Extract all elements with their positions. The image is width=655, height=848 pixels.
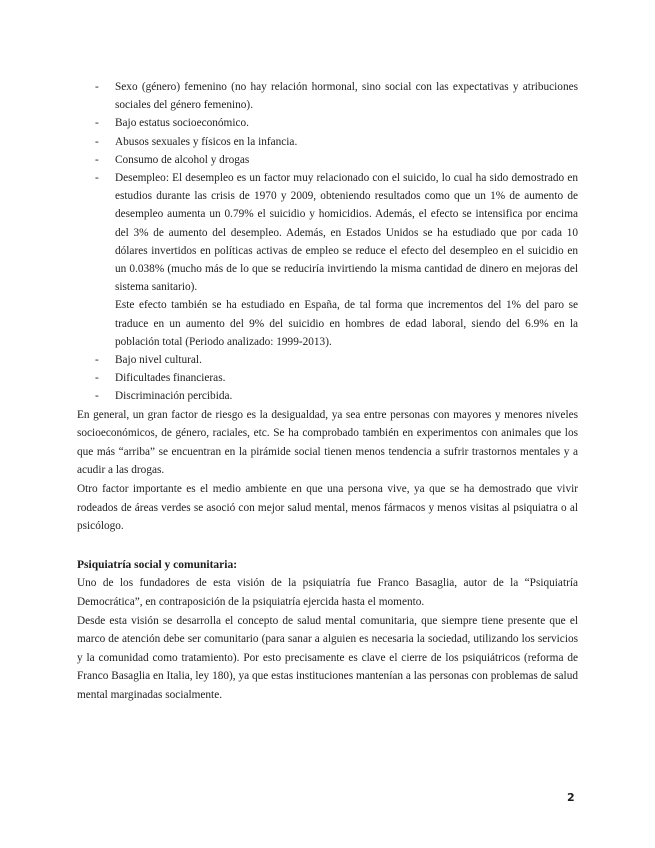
list-item-text: Abusos sexuales y físicos en la infancia. — [115, 135, 298, 148]
body-paragraph: Uno de los fundadores de esta visión de la psiquiatría fue Franco Basaglia, autor de la “Psiquiatría Democrática”, en contraposición de la psiquiatría ejercida hasta el momento. — [77, 577, 578, 608]
section-heading: Psiquiatría social y comunitaria: — [77, 558, 238, 571]
list-item-extra-text: Este efecto también se ha estudiado en España, de tal forma que incrementos del 1% del paro se traduce en un aumento del 9% del suicidio en hombres de edad laboral, siendo del 6.9% en la población total (Periodo analizado: 1999-2013). — [115, 299, 578, 348]
list-item-text: Bajo nivel cultural. — [115, 354, 202, 367]
list-item — [77, 151, 578, 169]
body-paragraph: Desde esta visión se desarrolla el concepto de salud mental comunitaria, que siempre tiene presente que el marco de atención debe ser comunitario (para sanar a alguien es necesaria la sociedad, utilizando los servicios y la comunidad como tratamiento). Por esto precisamente es clave el cierre de los psiquiátricos (reforma de Franco Basaglia en Italia, ley 180), ya que estas instituciones mantenían a las personas con problemas de salud mental marginadas socialmente. — [77, 614, 578, 701]
bullet-dash: - — [95, 372, 99, 385]
list-item — [77, 133, 578, 151]
section-spacer — [77, 536, 578, 556]
list-item — [77, 114, 578, 132]
bullet-dash: - — [95, 153, 99, 166]
bullet-dash: - — [95, 390, 99, 403]
bullet-dash: - — [95, 81, 99, 93]
list-item — [77, 369, 578, 387]
list-item — [77, 169, 578, 351]
body-paragraph: En general, un gran factor de riesgo es la desigualdad, ya sea entre personas con mayores y menores niveles socioeconómicos, de género, raciales, etc. Se ha comprobado también en experimentos con animales que los que más “arriba” se encuentran en la pirámide social tienen menos tendencia a sufrir trastornos mentales y a acudir a las drogas. — [77, 408, 578, 477]
risk-factor-list — [77, 78, 578, 406]
list-item — [77, 351, 578, 369]
list-item-text: Desempleo: El desempleo es un factor muy relacionado con el suicido, lo cual ha sido demostrado en estudios durante las crisis de 1970 y 2009, obteniendo resultados como que un 1% de aumento de desempleo aumenta un 0.79% el suicidio y homicidios. Además, el efecto se intensifica por encima del 3% de aumento del desempleo. Además, en Estados Unidos se ha estudiado que por cada 10 dólares invertidos en políticas activas de empleo se reduce el efecto del desempleo en el suicidio en un 0.038% (mucho más de lo que se reduciría invirtiendo la misma cantidad de dinero en mejoras del sistema sanitario). — [115, 172, 578, 294]
page-number: 2 — [567, 791, 575, 804]
list-item-text: Consumo de alcohol y drogas — [115, 153, 250, 166]
list-item — [77, 78, 578, 114]
body-paragraph: Otro factor importante es el medio ambiente en que una persona vive, ya que se ha demostrado que vivir rodeados de áreas verdes se asoció con mejor salud mental, menos fármacos y menos visitas al psiquiatra o al psicólogo. — [77, 483, 578, 533]
document-page — [77, 78, 578, 705]
list-item-text: Sexo (género) femenino (no hay relación hormonal, sino social con las expectativas y atribuciones sociales del género femenino). — [115, 81, 578, 112]
list-item — [77, 387, 578, 405]
bullet-dash: - — [95, 172, 99, 185]
list-item-text: Bajo estatus socioeconómico. — [115, 117, 249, 130]
list-item-text: Discriminación percibida. — [115, 390, 233, 403]
bullet-dash: - — [95, 135, 99, 148]
bullet-dash: - — [95, 117, 99, 130]
bullet-dash: - — [95, 354, 99, 367]
list-item-text: Dificultades financieras. — [115, 372, 226, 385]
